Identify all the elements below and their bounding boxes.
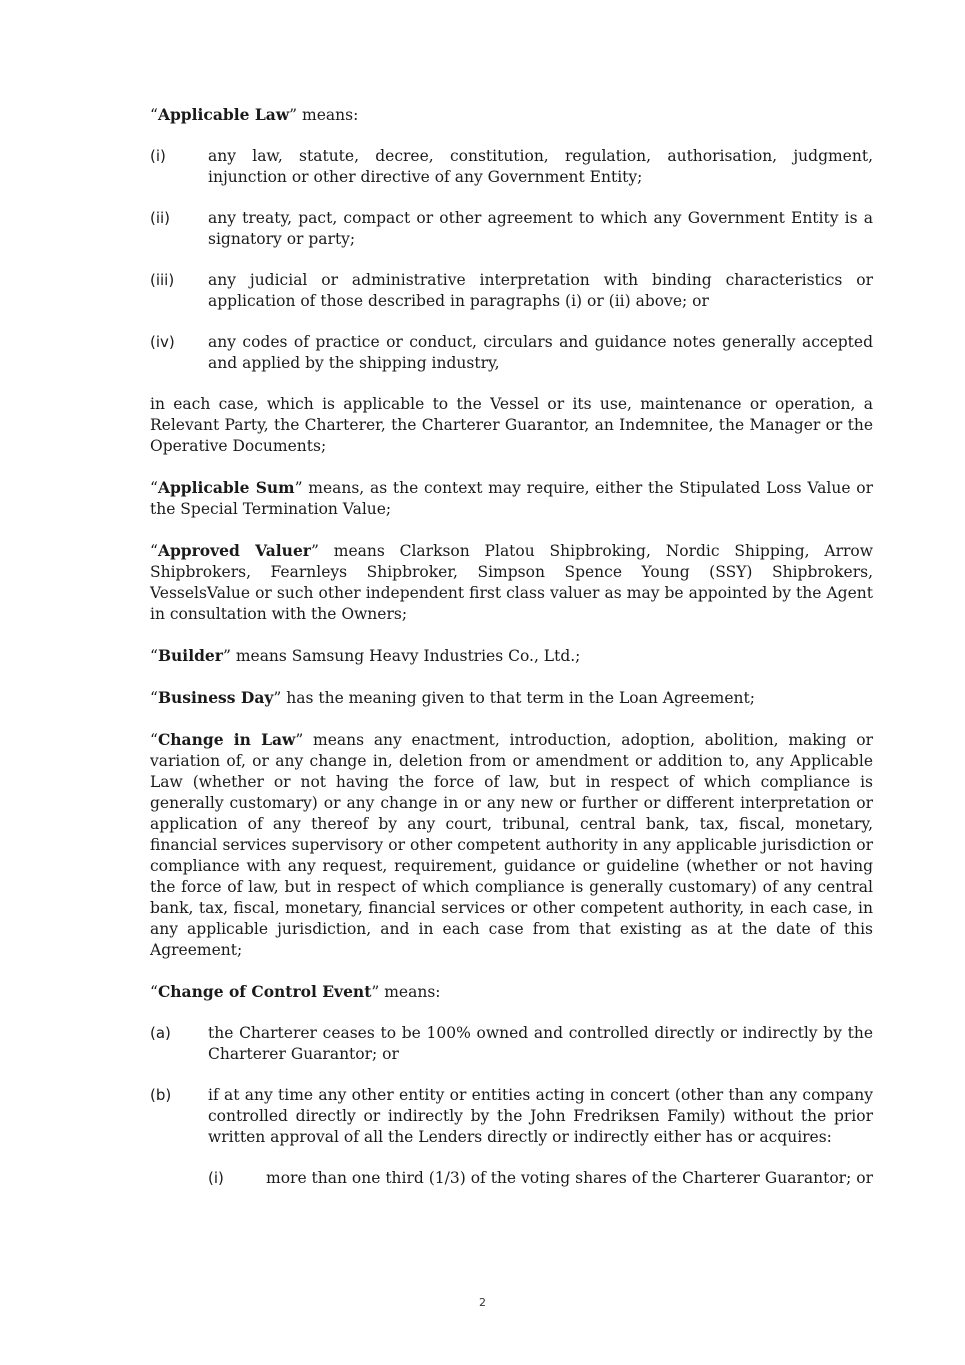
definition-applicable-sum: “Applicable Sum” means, as the context may require, either the Stipulated Loss Value or the Special Termination Value; xyxy=(150,478,874,518)
list-item xyxy=(150,270,873,312)
item-text: more than one third (1/3) of the voting shares of the Charterer Guarantor; or xyxy=(266,1169,873,1187)
term-business-day: Business Day xyxy=(157,688,274,707)
term-change-of-control: Change of Control Event xyxy=(157,982,372,1001)
definition-applicable-law: “Applicable Law” means: xyxy=(150,105,359,124)
list-item xyxy=(150,146,873,188)
item-text: any codes of practice or conduct, circulars and guidance notes generally accepted and applied by the shipping industry, xyxy=(208,333,873,372)
sub-list-item xyxy=(208,1168,873,1189)
term-approved-valuer: Approved Valuer xyxy=(157,541,311,560)
list-item xyxy=(150,1085,873,1148)
list-item xyxy=(150,208,873,250)
item-number: (a) xyxy=(150,1024,171,1042)
item-number: (iv) xyxy=(150,333,175,351)
item-number: (iii) xyxy=(150,271,175,289)
item-number: (i) xyxy=(150,147,166,165)
item-text: any treaty, pact, compact or other agreement to which any Government Entity is a signatory or party; xyxy=(208,209,873,248)
item-number: (b) xyxy=(150,1086,172,1104)
term-builder: Builder xyxy=(157,646,223,665)
document-body xyxy=(150,104,873,1209)
term-applicable-law: Applicable Law xyxy=(157,105,290,124)
definition-change-in-law: “Change in Law” means any enactment, introduction, adoption, abolition, making or variation of, or any change in, deletion from or amendment or addition to, any Applicable Law (whether or not having the force of law, but in respect of which compliance is generally customary) or any change in or any new or further or different interpretation or application of any thereof by any court, tribunal, central bank, tax, fiscal, monetary, financial services supervisory or other competent authority in any applicable jurisdiction or compliance with any request, requirement, guidance or guideline (whether or not having the force of law, but in respect of which compliance is generally customary) of any central bank, tax, fiscal, monetary, financial services or other competent authority, in each case, in any applicable jurisdiction, and in each case from that existing as at the date of this Agreement; xyxy=(150,730,873,959)
list-item xyxy=(150,332,873,374)
item-text: if at any time any other entity or entities acting in concert (other than any company controlled directly or indirectly by the John Fredriksen Family) without the prior written approval of all the Lenders directly or indirectly either has or acquires: xyxy=(208,1086,873,1146)
item-text: any judicial or administrative interpretation with binding characteristics or application of those described in paragraphs (i) or (ii) above; or xyxy=(208,271,873,310)
item-text: the Charterer ceases to be 100% owned and controlled directly or indirectly by the Charterer Guarantor; or xyxy=(208,1024,873,1063)
list-item xyxy=(150,1023,873,1065)
definition-approved-valuer: “Approved Valuer” means Clarkson Platou Shipbroking, Nordic Shipping, Arrow Shipbrokers, Fearnleys Shipbroker, Simpson Spence Young (SSY) Shipbrokers, VesselsValue or such other independent first class valuer as may be appointed by the Agent in consultation with the Owners; xyxy=(150,541,873,623)
applicable-law-closing: in each case, which is applicable to the Vessel or its use, maintenance or operation, a Relevant Party, the Charterer, the Charterer Guarantor, an Indemnitee, the Manager or the Operative Documents; xyxy=(150,395,873,455)
term-change-in-law: Change in Law xyxy=(157,730,296,749)
item-number: (i) xyxy=(208,1169,224,1187)
definition-business-day: “Business Day” has the meaning given to that term in the Loan Agreement; xyxy=(150,688,755,707)
item-text: any law, statute, decree, constitution, regulation, authorisation, judgment, injunction or other directive of any Government Entity; xyxy=(208,147,873,186)
page-number: 2 xyxy=(479,1296,486,1309)
item-number: (ii) xyxy=(150,209,171,227)
definition-builder: “Builder” means Samsung Heavy Industries Co., Ltd.; xyxy=(150,646,581,665)
definition-change-of-control: “Change of Control Event” means: xyxy=(150,982,441,1001)
term-applicable-sum: Applicable Sum xyxy=(157,478,295,497)
